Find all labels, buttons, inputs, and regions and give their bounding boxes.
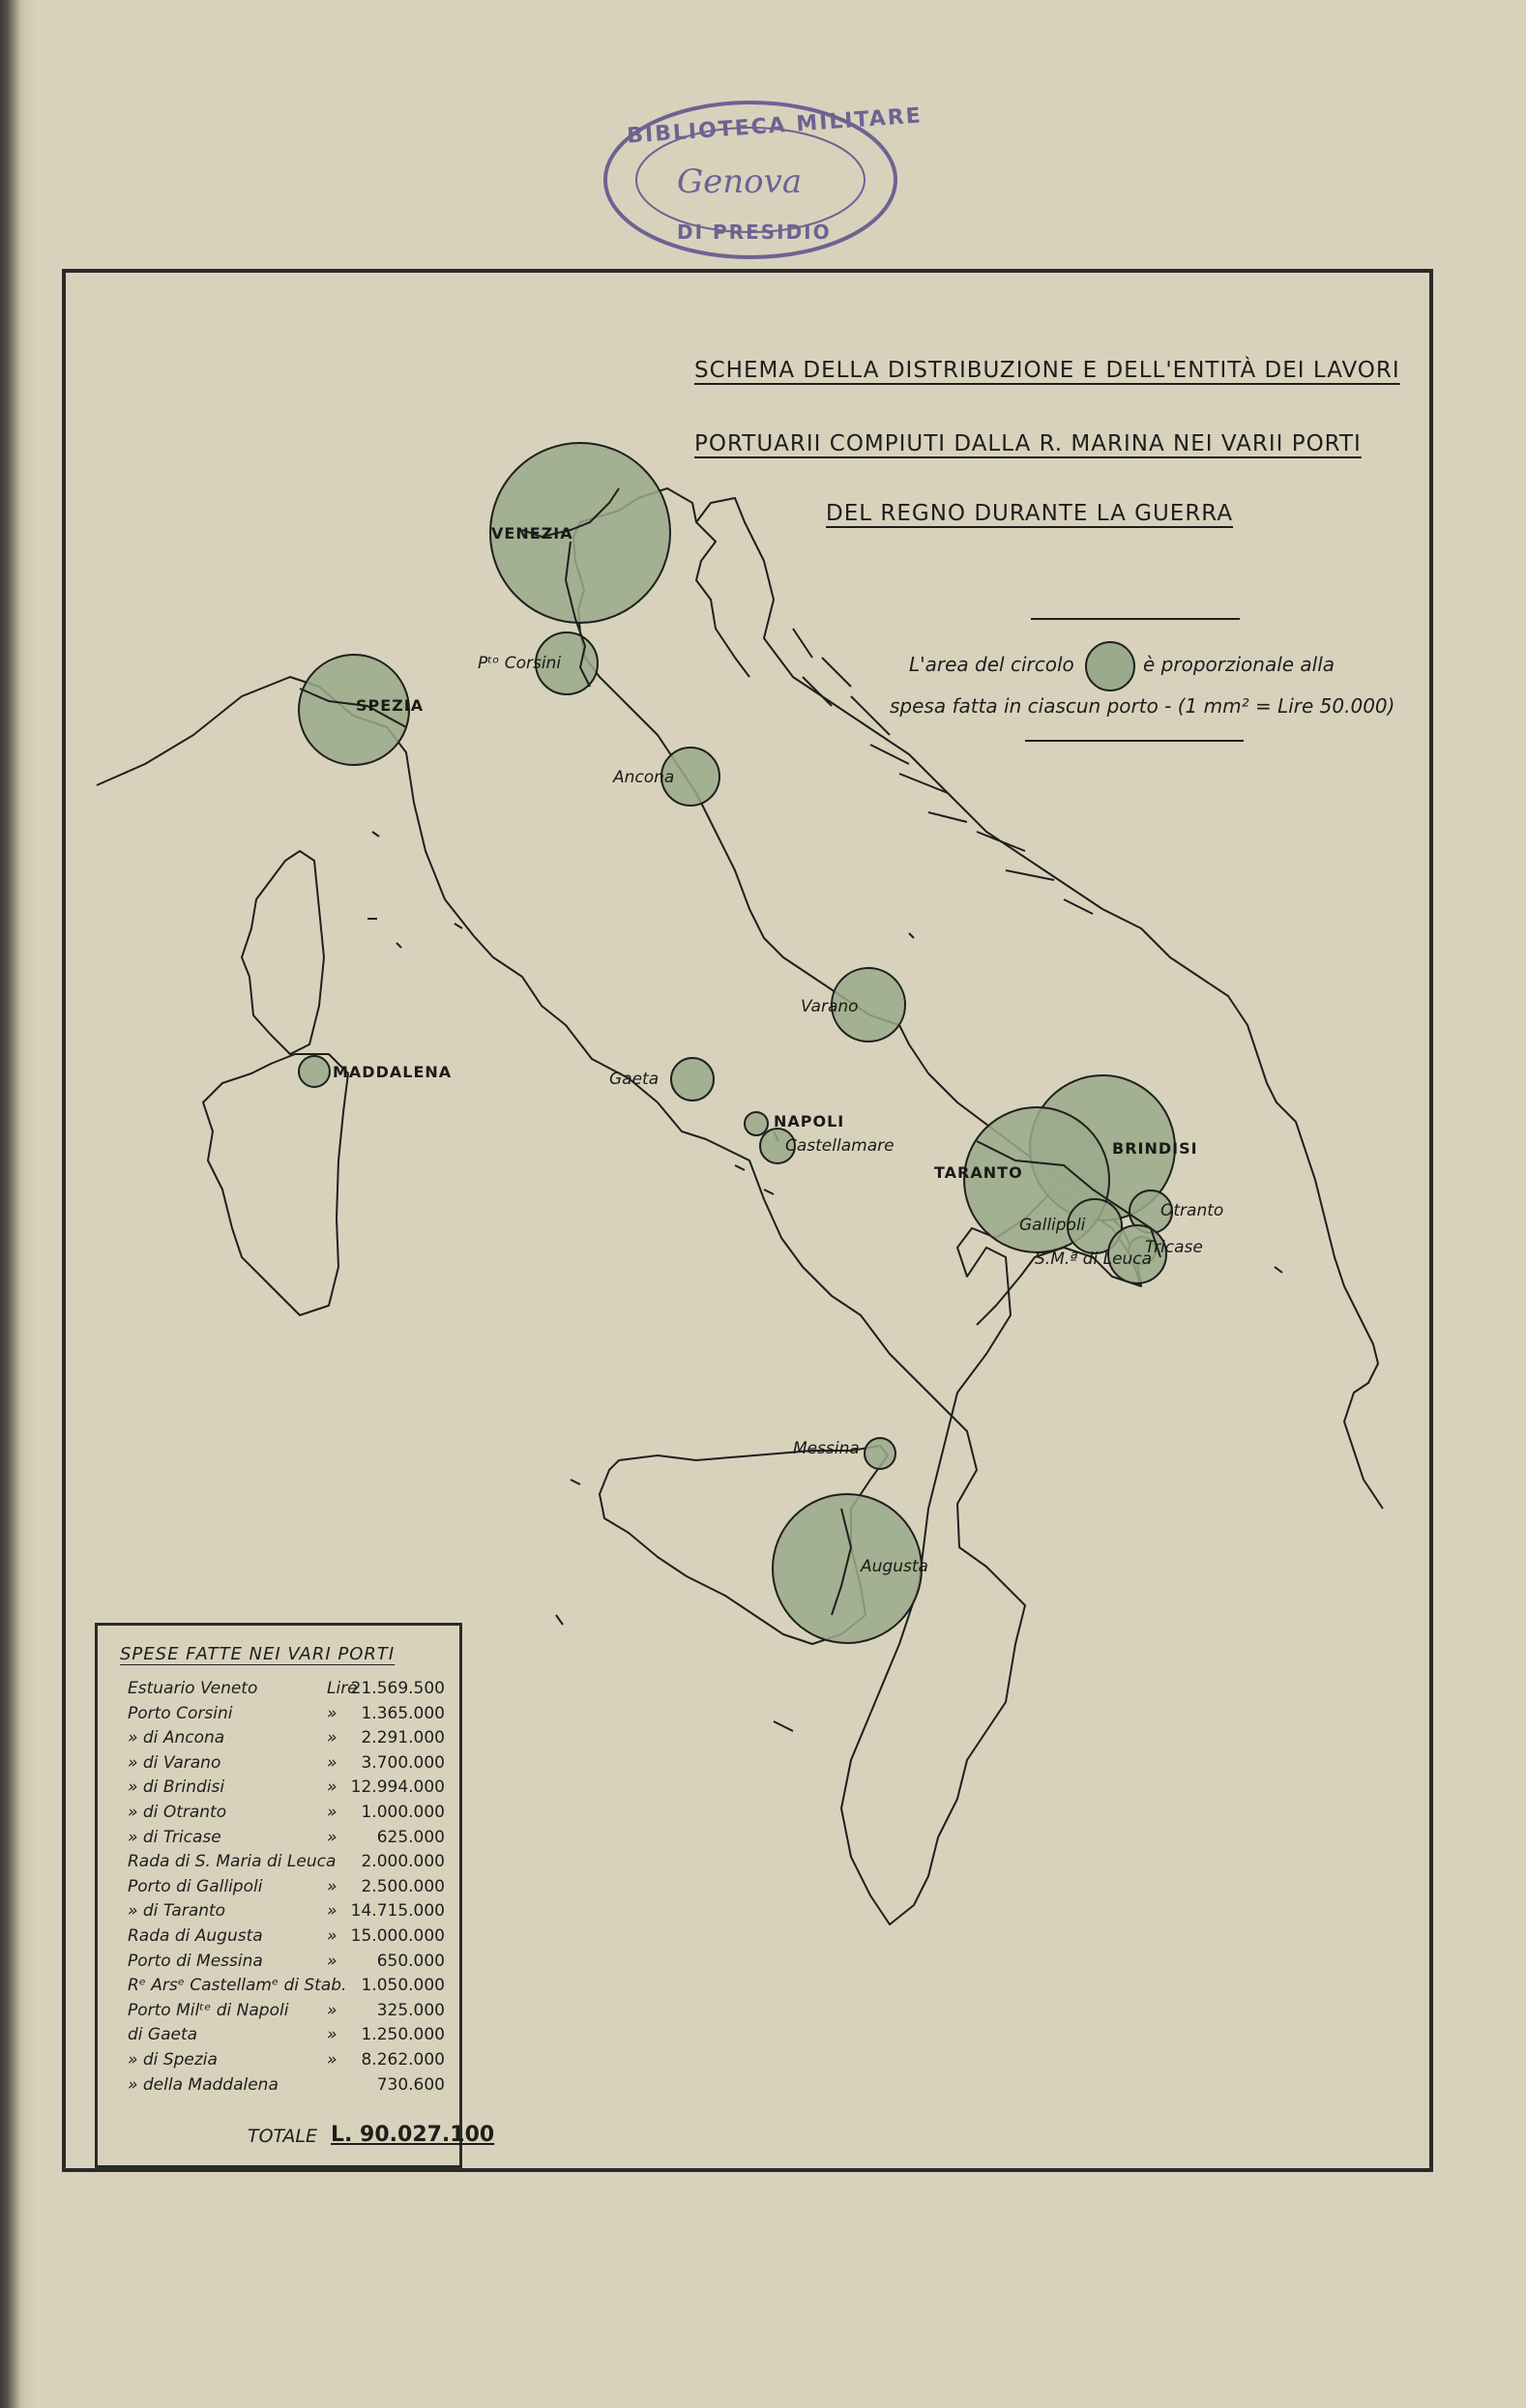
table-heading: SPESE FATTE NEI VARI PORTI bbox=[120, 1644, 396, 1664]
table-row bbox=[128, 1777, 456, 1802]
row-prefix: » bbox=[327, 2050, 337, 2070]
label-brindisi: BRINDISI bbox=[1112, 1139, 1198, 1158]
row-amount: 625.000 bbox=[376, 1827, 445, 1847]
row-amount: 730.600 bbox=[376, 2074, 445, 2095]
title-line-1: SCHEMA DELLA DISTRIBUZIONE E DELL'ENTITÀ DEI LAVORI bbox=[694, 358, 1400, 383]
row-amount: 3.700.000 bbox=[361, 1752, 445, 1773]
stamp-top-text: BIBLIOTECA MILITARE bbox=[626, 103, 924, 149]
row-port-name: » di Spezia bbox=[128, 2050, 218, 2070]
row-amount: 2.500.000 bbox=[361, 1876, 445, 1896]
row-prefix: » bbox=[327, 1876, 337, 1896]
label-maddalena: MADDALENA bbox=[333, 1063, 453, 1081]
legend-text-line-2: spesa fatta in ciascun porto - (1 mm² = Lire 50.000) bbox=[890, 694, 1395, 718]
label-napoli: NAPOLI bbox=[774, 1112, 845, 1131]
row-amount: 1.250.000 bbox=[361, 2025, 445, 2045]
row-prefix: » bbox=[327, 1728, 337, 1748]
row-amount: 1.365.000 bbox=[361, 1703, 445, 1723]
circle-messina bbox=[865, 1438, 895, 1469]
corsica-coastline bbox=[242, 851, 324, 1054]
row-prefix: » bbox=[327, 1827, 337, 1847]
row-amount: 650.000 bbox=[376, 1951, 445, 1971]
label-venezia: VENEZIA bbox=[491, 524, 573, 543]
row-port-name: Porto di Gallipoli bbox=[128, 1876, 263, 1896]
label-leuca: S.M.ª di Leuca bbox=[1035, 1249, 1153, 1269]
table-row bbox=[128, 1926, 456, 1951]
table-total-value: L. 90.027.100 bbox=[331, 2123, 495, 2147]
table-row bbox=[128, 2050, 456, 2074]
table-row bbox=[128, 1803, 456, 1827]
row-port-name: Estuario Veneto bbox=[128, 1679, 258, 1698]
table-row bbox=[128, 1828, 456, 1852]
row-prefix: » bbox=[327, 1951, 337, 1971]
sardinia-coastline bbox=[203, 1054, 348, 1315]
stamp-middle-text: Genova bbox=[677, 162, 803, 201]
label-spezia: SPEZIA bbox=[356, 696, 425, 715]
label-tricase: Tricase bbox=[1145, 1238, 1203, 1257]
row-amount: 2.291.000 bbox=[361, 1728, 445, 1748]
stamp-bottom-text: DI PRESIDIO bbox=[677, 220, 832, 244]
table-row bbox=[128, 1704, 456, 1728]
legend-text-after-circle: è proporzionale alla bbox=[1143, 653, 1335, 676]
table-row bbox=[128, 1901, 456, 1925]
row-amount: 12.994.000 bbox=[350, 1777, 445, 1798]
row-port-name: » di Brindisi bbox=[128, 1777, 225, 1798]
label-taranto: TARANTO bbox=[934, 1163, 1023, 1182]
row-amount: 8.262.000 bbox=[361, 2050, 445, 2070]
row-amount: 15.000.000 bbox=[350, 1926, 445, 1946]
row-port-name: Rada di Augusta bbox=[128, 1926, 263, 1946]
row-port-name: Porto di Messina bbox=[128, 1951, 263, 1971]
circle-napoli bbox=[745, 1112, 768, 1135]
legend-text-before-circle: L'area del circolo bbox=[909, 653, 1074, 676]
table-row bbox=[128, 1728, 456, 1752]
label-ancona: Ancona bbox=[613, 768, 675, 787]
row-amount: 1.050.000 bbox=[361, 1976, 445, 1996]
row-prefix: » bbox=[327, 1777, 337, 1798]
table-row bbox=[128, 1753, 456, 1777]
circle-maddalena bbox=[299, 1056, 330, 1087]
row-prefix: » bbox=[327, 1901, 337, 1922]
row-port-name: Rᵉ Arsᵉ Castellamᵉ di Stab. bbox=[128, 1976, 347, 1996]
row-prefix: » bbox=[327, 1703, 337, 1723]
row-port-name: di Gaeta bbox=[128, 2025, 198, 2045]
label-castellamare: Castellamare bbox=[785, 1136, 895, 1156]
label-gaeta: Gaeta bbox=[609, 1070, 660, 1089]
circle-gaeta bbox=[671, 1058, 714, 1101]
row-port-name: » di Tricase bbox=[128, 1827, 221, 1847]
table-row bbox=[128, 1852, 456, 1876]
title-line-2: PORTUARII COMPIUTI DALLA R. MARINA NEI VARII PORTI bbox=[694, 431, 1362, 456]
table-row bbox=[128, 2025, 456, 2049]
row-amount: 325.000 bbox=[376, 2000, 445, 2020]
label-otranto: Otranto bbox=[1160, 1201, 1224, 1220]
table-row bbox=[128, 2075, 456, 2100]
table-row bbox=[128, 1679, 456, 1703]
label-augusta: Augusta bbox=[861, 1557, 928, 1576]
row-port-name: » della Maddalena bbox=[128, 2074, 279, 2095]
row-prefix: » bbox=[327, 1803, 337, 1822]
row-prefix: » bbox=[327, 1926, 337, 1946]
title-line-3: DEL REGNO DURANTE LA GUERRA bbox=[826, 501, 1234, 526]
table-row bbox=[128, 1877, 456, 1901]
label-varano: Varano bbox=[801, 997, 859, 1016]
row-amount: 2.000.000 bbox=[361, 1852, 445, 1872]
label-porto-corsini: Pᵗᵒ Corsini bbox=[478, 654, 562, 673]
table-row bbox=[128, 1952, 456, 1976]
row-port-name: Rada di S. Maria di Leuca bbox=[128, 1852, 337, 1872]
row-port-name: » di Otranto bbox=[128, 1803, 227, 1822]
table-row bbox=[128, 2001, 456, 2025]
row-amount: 21.569.500 bbox=[350, 1679, 445, 1698]
row-port-name: » di Taranto bbox=[128, 1901, 226, 1922]
legend-sample-circle bbox=[1086, 642, 1134, 690]
table-total-label: TOTALE bbox=[248, 2126, 318, 2147]
row-port-name: » di Ancona bbox=[128, 1728, 225, 1748]
row-amount: 14.715.000 bbox=[350, 1901, 445, 1922]
label-messina: Messina bbox=[793, 1439, 860, 1458]
label-gallipoli: Gallipoli bbox=[1019, 1216, 1086, 1235]
row-port-name: Porto Corsini bbox=[128, 1703, 233, 1723]
row-prefix: » bbox=[327, 2025, 337, 2045]
row-prefix: » bbox=[327, 2000, 337, 2020]
table-row bbox=[128, 1976, 456, 2000]
row-port-name: Porto Milᵗᵉ di Napoli bbox=[128, 2000, 289, 2020]
row-prefix: Lire bbox=[327, 1679, 358, 1698]
row-amount: 1.000.000 bbox=[361, 1803, 445, 1822]
row-port-name: » di Varano bbox=[128, 1752, 221, 1773]
balkan-coastline bbox=[696, 498, 1383, 1509]
row-prefix: » bbox=[327, 1752, 337, 1773]
